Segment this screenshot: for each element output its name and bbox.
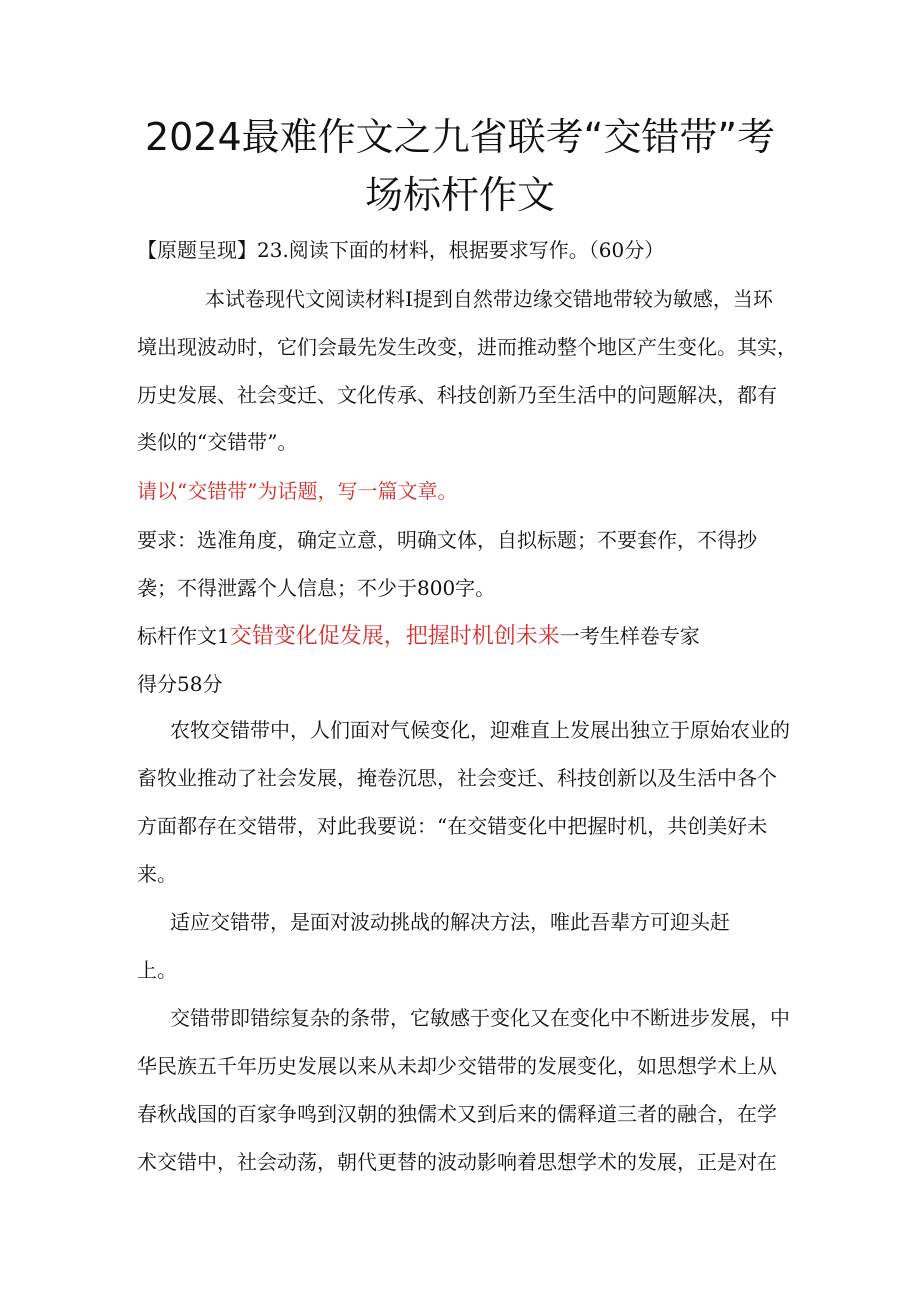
material-line-1: 本试卷现代文阅读材料Ⅰ提到自然带边缘交错地带较为敏感，当环 xyxy=(205,287,773,311)
paragraph-3-line-1: 交错带即错综复杂的条带，它敏感于变化又在变化中不断进步发展，中 xyxy=(170,1006,790,1030)
paragraph-3-line-4: 术交错中，社会动荡，朝代更替的波动影响着思想学术的发展，正是对在 xyxy=(137,1150,777,1174)
essay-title: 交错变化促发展，把握时机创未来 xyxy=(229,624,560,649)
document-title xyxy=(110,108,810,224)
paragraph-3-line-3: 春秋战国的百家争鸣到汉朝的独儒术又到后来的儒释道三者的融合，在学 xyxy=(137,1102,777,1126)
paragraph-1-line-3: 方面都存在交错带，对此我要说：“在交错变化中把握时机，共创美好未 xyxy=(137,814,768,838)
requirements-line-2: 袭；不得泄露个人信息；不少于800字。 xyxy=(137,576,496,600)
essay-score: 得分58分 xyxy=(137,672,223,696)
prompt-header: 【原题呈现】23.阅读下面的材料，根据要求写作。（60分） xyxy=(137,238,665,262)
title-line-1: 2024最难作文之九省联考“交错带”考 xyxy=(144,115,776,159)
essay-author: 一考生样卷专家 xyxy=(559,624,700,648)
essay-label: 标杆作文1 xyxy=(137,624,230,648)
paragraph-1-line-2: 畜牧业推动了社会发展，掩卷沉思，社会变迁、科技创新以及生活中各个 xyxy=(137,766,777,790)
requirements-line-1: 要求：选准角度，确定立意，明确文体，自拟标题；不要套作，不得抄 xyxy=(137,528,757,552)
material-line-3: 历史发展、社会变迁、文化传承、科技创新乃至生活中的问题解决，都有 xyxy=(137,383,777,407)
paragraph-2-line-2: 上。 xyxy=(137,958,177,982)
paragraph-1-line-1: 农牧交错带中，人们面对气候变化，迎难直上发展出独立于原始农业的 xyxy=(170,718,790,742)
paragraph-3-line-2: 华民族五千年历史发展以来从未却少交错带的发展变化，如思想学术上从 xyxy=(137,1054,777,1078)
paragraph-2-line-1: 适应交错带，是面对波动挑战的解决方法，唯此吾辈方可迎头赶 xyxy=(170,910,730,934)
paragraph-1-line-4: 来。 xyxy=(137,862,177,886)
writing-topic: 请以“交错带”为话题，写一篇文章。 xyxy=(137,479,458,503)
title-line-2: 场标杆作文 xyxy=(364,173,555,217)
material-line-2: 境出现波动时，它们会最先发生改变，进而推动整个地区产生变化。其实， xyxy=(137,335,797,359)
essay-heading xyxy=(137,622,700,651)
material-line-4: 类似的“交错带”。 xyxy=(137,430,298,454)
